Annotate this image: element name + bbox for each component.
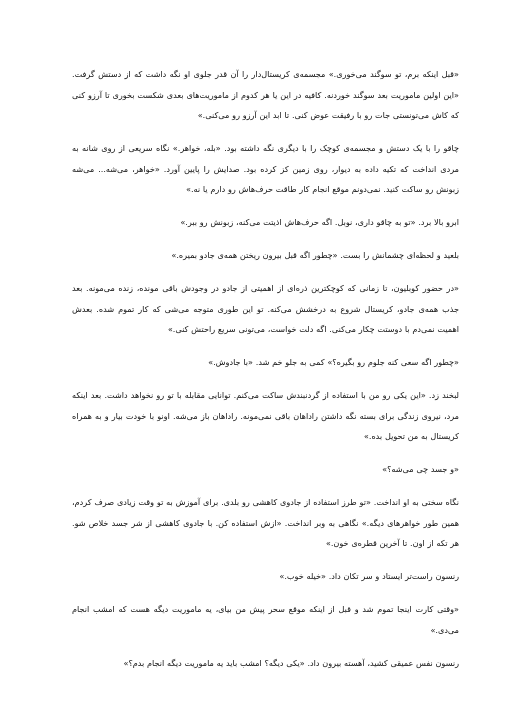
paragraph-nod: رنسون راست‌تر ایستاد و سر تکان داد. «خیله خوب.» [279, 571, 459, 581]
paragraph-body: «و جسد چی می‌شه؟» [382, 464, 459, 474]
paragraph-necklace: لبخند زد. «این یکی رو من با استفاده از گردنبندش ساکت می‌کنم. توانایی مقابله با تو رو نخواهد داشت. بعد اینکه مرد، نیروی زندگی برای بسته نگه داشتن راداهان باقی نمی‌مونه. راداهان باز می‌شه. اونو با خودت بیار و به همراه کریستال به من تحویل بده.» [72, 390, 459, 441]
paragraph-subtractive: نگاه سختی به او انداخت. «تو طرز استفاده از جادوی کاهشی رو بلدی. برای آموزش به تو وقت زیادی صرف کردم، همین طور خواهرهای دیگه.» نگاهی به وبر انداخت. «ازش استفاده کن. با جادوی کاهشی از شر جسد خلاص شو. هر تکه از اون. تا آخرین قطره‌ی خون.» [72, 497, 459, 548]
paragraph-breath: رنسون نفس عمیقی کشید، آهسته بیرون داد. «یکی دیگه؟ امشب باید یه ماموریت دیگه انجام بدم؟» [123, 657, 459, 668]
paragraph-stop: «چطور اگه سعی کنه جلوم رو بگیره؟» کمی به جلو خم شد. «با جادوش.» [208, 357, 459, 367]
paragraph-swallow: بلعید و لحظه‌ای چشمانش را بست. «چطور اگه قبل بیرون ریختن همه‌ی جادو بمیره.» [171, 250, 459, 260]
paragraph-knife: چاقو را با یک دستش و مجسمه‌ی کوچک را با دیگری نگه داشته بود. «بله، خواهر.» نگاه سریعی از روی شانه به مردی انداخت که تکیه داده به دیوار، روی زمین کز کرده بود. صدایش را پایین آورد. «خواهر، می‌شه... می‌شه زبونش رو ساکت کنید. نمی‌دونم موقع انجام کار طاقت حرف‌هاش رو دارم یا نه.» [72, 143, 459, 194]
paragraph-oath: «قبل اینکه برم، تو سوگند می‌خوری.» مجسمه‌ی کریستال‌دار را آن قدر جلوی او نگه داشت که از دستش گرفت. «این اولین ماموریت بعد سوگند خوردنه. کافیه در این یا هر کدوم از ماموریت‌های بعدی شکست بخوری تا آرزو کنی که کاش می‌تونستی جات رو با رفیقت عوض کنی. تا ابد این آرزو رو می‌کنی.» [72, 69, 459, 120]
paragraph-tongue: ابرو بالا برد. «تو به چاقو داری، نوبل. اگه حرف‌هاش اذیتت می‌کنه، زبونش رو ببر.» [180, 217, 459, 227]
paragraph-kublion: «در حضور کوبلیون، تا زمانی که کوچکترین ذره‌ای از اهمیتی از جادو در وجودش باقی مونده، زنده می‌مونه. بعد جذب همه‌ی جادو، کریستال شروع به درخشش می‌کنه. تو این طوری متوجه می‌شی که کار تموم شده. بعدش اهمیت نمی‌دم با دوستت چکار می‌کنی. اگه دلت خواست، می‌تونی سریع راحتش کنی.» [72, 283, 459, 334]
paragraph-another-mission: «وقتی کارت اینجا تموم شد و قبل از اینکه موقع سحر پیش من بیای، یه ماموریت دیگه هست که امشب انجام می‌دی.» [72, 604, 459, 635]
